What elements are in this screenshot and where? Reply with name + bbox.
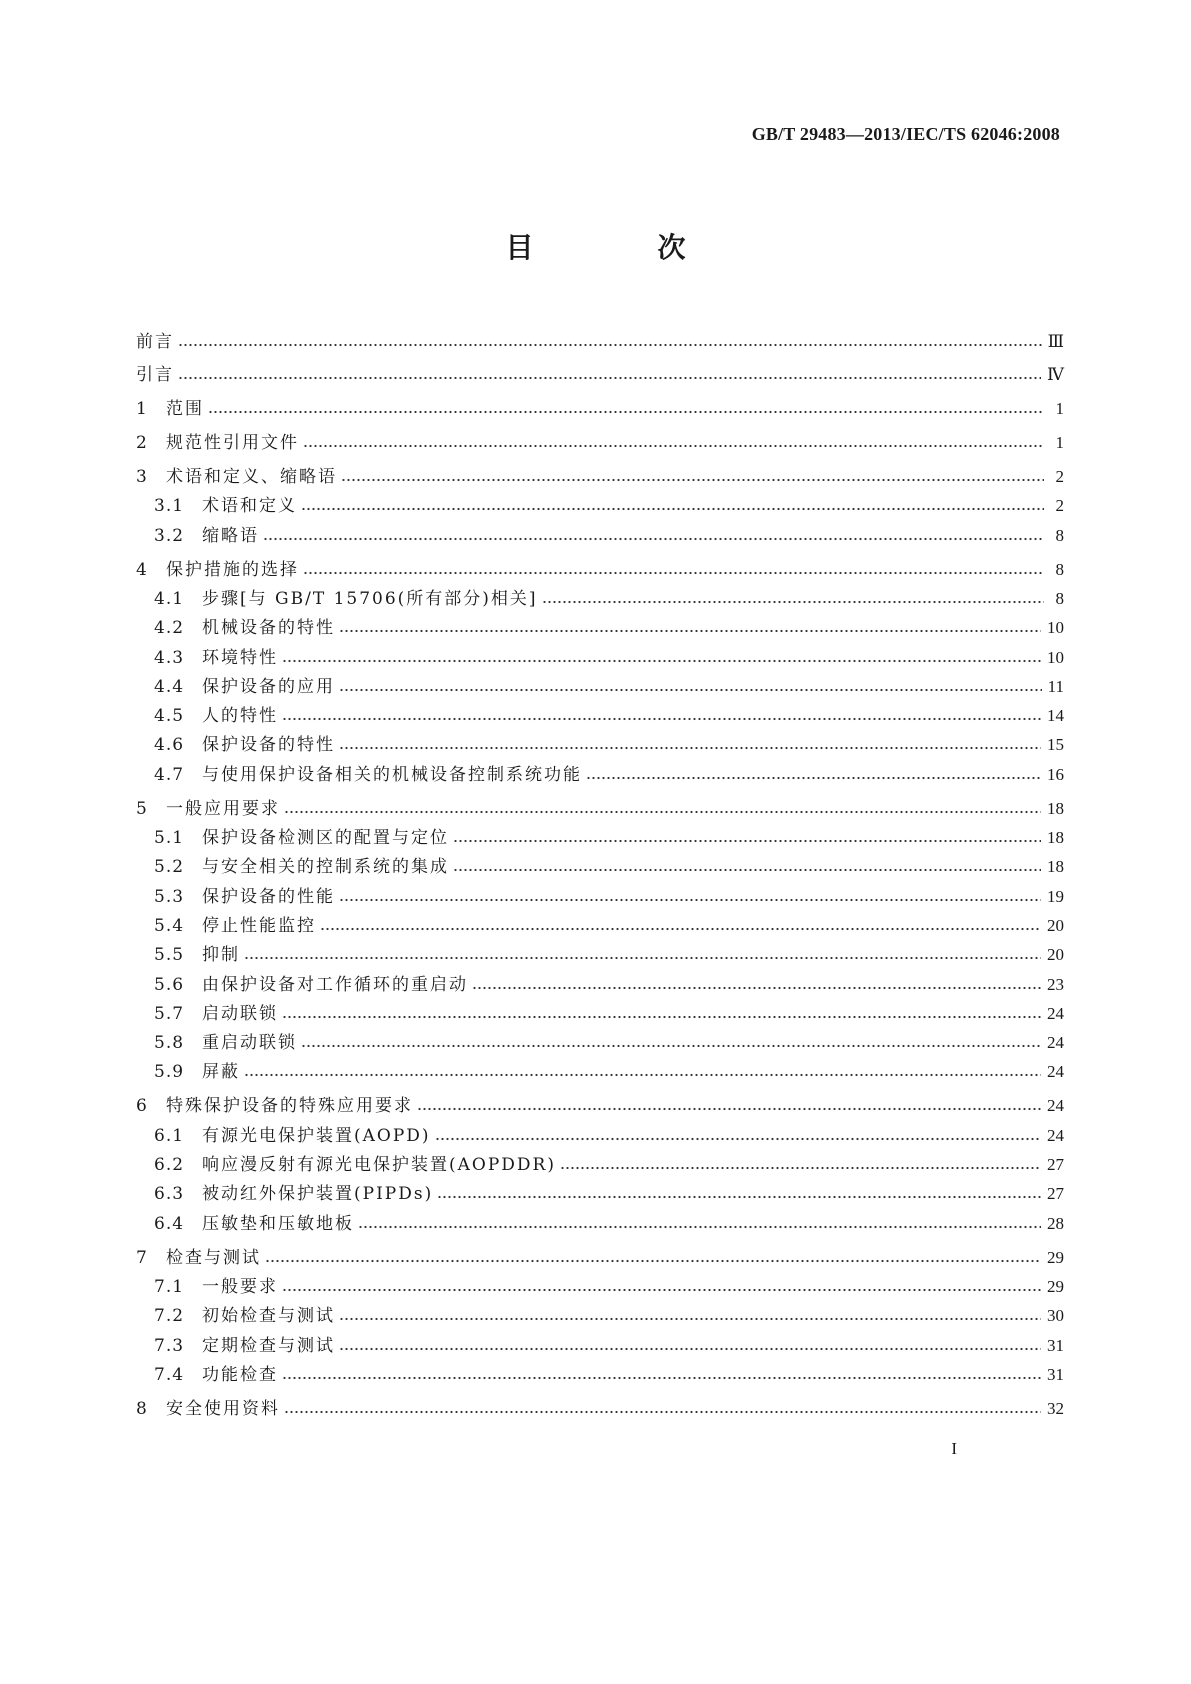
toc-entry-page: 20	[1047, 915, 1064, 935]
toc-entry	[154, 999, 1064, 1025]
toc-entry-title: 前言	[136, 332, 174, 352]
toc-entry-title: 范围	[166, 399, 204, 419]
toc-entry	[154, 1057, 1064, 1083]
toc-entry-page: 24	[1047, 1033, 1064, 1053]
dot-leader	[358, 1225, 1041, 1229]
toc-entry-title: 特殊保护设备的特殊应用要求	[166, 1096, 413, 1117]
toc-entry-title: 保护设备检测区的配置与定位	[202, 828, 449, 848]
dot-leader	[339, 688, 1042, 692]
toc-entry-number: 4.6	[154, 735, 185, 756]
toc-entry-number: 4.5	[154, 706, 185, 727]
toc-entry-number: 3.1	[154, 496, 185, 517]
dot-leader	[301, 1044, 1041, 1048]
toc-entry-page: 29	[1047, 1247, 1064, 1267]
toc-entry-page: 20	[1047, 945, 1064, 965]
toc-entry-number: 7	[136, 1247, 148, 1268]
toc-entry-number: 5.9	[154, 1062, 185, 1083]
toc-entry	[154, 491, 1064, 517]
toc-entry-title: 抑制	[202, 945, 240, 966]
toc-entry-page: 31	[1047, 1364, 1064, 1384]
toc-entry-title: 与使用保护设备相关的机械设备控制系统功能	[202, 764, 582, 785]
toc-entry-number: 5	[136, 798, 148, 819]
toc-entry-page: 1	[1055, 433, 1064, 452]
dot-leader	[472, 986, 1041, 990]
toc-entry-number: 5.2	[154, 857, 185, 878]
dot-leader	[263, 537, 1044, 541]
dot-leader	[339, 1347, 1041, 1351]
toc-entry	[136, 394, 1064, 420]
toc-entry-page: 19	[1047, 886, 1064, 906]
toc-entry-title: 功能检查	[202, 1364, 278, 1385]
toc-entry-number: 4.3	[154, 647, 185, 668]
toc-entry-title: 安全使用资料	[166, 1398, 280, 1419]
dot-leader	[178, 343, 1042, 347]
toc-entry-number: 6.1	[154, 1125, 185, 1146]
toc-entry	[154, 1150, 1064, 1176]
toc-entry-number: 4.4	[154, 676, 185, 697]
toc-entry-page: 2	[1055, 467, 1064, 486]
toc-entry-title: 保护设备的特性	[202, 735, 335, 756]
toc-entry	[154, 521, 1064, 547]
dot-leader	[339, 898, 1041, 902]
dot-leader	[339, 629, 1041, 633]
toc-entry-title: 一般要求	[202, 1276, 278, 1297]
toc-entry-title: 一般应用要求	[166, 798, 280, 819]
dot-leader	[282, 1376, 1041, 1380]
standard-code-header: GB/T 29483—2013/IEC/TS 62046:2008	[751, 124, 1060, 144]
toc-entry	[154, 643, 1064, 669]
dot-leader	[208, 410, 1044, 414]
toc-entry-title: 由保护设备对工作循环的重启动	[202, 974, 468, 995]
toc-entry-page: 16	[1047, 764, 1064, 784]
toc-entry-title: 缩略语	[202, 525, 259, 546]
toc-entry-title: 与安全相关的控制系统的集成	[202, 857, 449, 878]
toc-entry-title: 屏蔽	[202, 1062, 240, 1083]
toc-entry	[154, 1121, 1064, 1147]
dot-leader	[244, 956, 1041, 960]
toc-entry	[154, 1209, 1064, 1235]
dot-leader	[282, 717, 1041, 721]
toc-entry-title: 引言	[136, 365, 174, 385]
toc-entry	[136, 327, 1064, 353]
toc-entry-title: 重启动联锁	[202, 1033, 297, 1054]
toc-entry-page: 24	[1047, 1062, 1064, 1082]
toc-entry-page: 30	[1047, 1306, 1064, 1326]
dot-leader	[284, 810, 1041, 814]
toc-entry-number: 5.1	[154, 828, 185, 848]
toc-entry	[136, 794, 1064, 820]
toc-heading: 目 次	[505, 231, 734, 264]
toc-entry	[154, 701, 1064, 727]
dot-leader	[417, 1107, 1041, 1111]
toc-entry-number: 3	[136, 467, 148, 487]
toc-entry	[154, 730, 1064, 756]
toc-entry-number: 5.6	[154, 974, 185, 995]
toc-entry-page: 28	[1047, 1213, 1064, 1233]
toc-entry-number: 7.1	[154, 1276, 185, 1297]
toc-entry-title: 环境特性	[202, 647, 278, 668]
toc-entry-number: 6.2	[154, 1155, 185, 1175]
dot-leader	[339, 1317, 1041, 1321]
toc-entry	[154, 852, 1064, 878]
toc-entry-page: 8	[1055, 588, 1064, 608]
toc-entry-title: 保护措施的选择	[166, 559, 299, 580]
toc-entry	[136, 1243, 1064, 1269]
toc-entry-number: 4.1	[154, 588, 185, 609]
toc-entry-title: 步骤[与 GB/T 15706(所有部分)相关]	[202, 588, 538, 609]
toc-entry-page: 14	[1047, 706, 1064, 726]
toc-entry-number: 4	[136, 559, 148, 580]
toc-entry-number: 2	[136, 433, 148, 453]
dot-leader	[453, 839, 1041, 843]
toc-entry-number: 7.4	[154, 1364, 185, 1385]
toc-entry-page: 24	[1047, 1003, 1064, 1023]
dot-leader	[282, 659, 1041, 663]
toc-entry	[154, 823, 1064, 849]
toc-entry-title: 响应漫反射有源光电保护装置(AOPDDR)	[202, 1155, 556, 1175]
toc-entry-page: 10	[1047, 618, 1064, 638]
toc-entry-page: 29	[1047, 1276, 1064, 1296]
dot-leader	[282, 1015, 1041, 1019]
dot-leader	[542, 600, 1044, 604]
toc-entry	[136, 555, 1064, 581]
toc-entry	[154, 1360, 1064, 1386]
toc-entry-title: 压敏垫和压敏地板	[202, 1213, 354, 1234]
toc-entry-title: 检查与测试	[166, 1247, 261, 1268]
toc-entry-title: 定期检查与测试	[202, 1335, 335, 1356]
toc-entry-title: 启动联锁	[202, 1003, 278, 1024]
toc-entry-number: 3.2	[154, 525, 185, 546]
toc-entry-page: 10	[1047, 647, 1064, 667]
toc-entry	[154, 584, 1064, 610]
toc-entry-title: 人的特性	[202, 706, 278, 727]
toc-entry	[154, 1028, 1064, 1054]
toc-entry-page: 1	[1055, 399, 1064, 418]
toc-entry-page: 31	[1047, 1335, 1064, 1355]
dot-leader	[178, 376, 1041, 380]
toc-entry-title: 初始检查与测试	[202, 1306, 335, 1327]
toc-entry-title: 停止性能监控	[202, 915, 316, 936]
toc-entry-page: 8	[1055, 559, 1064, 579]
dot-leader	[303, 571, 1044, 575]
toc-entry-page: 18	[1047, 857, 1064, 877]
toc-entry	[136, 1091, 1064, 1117]
dot-leader	[586, 776, 1041, 780]
toc-entry-page: Ⅲ	[1047, 332, 1064, 351]
toc-entry	[154, 1301, 1064, 1327]
toc-entry	[136, 1394, 1064, 1420]
toc-entry-page: 11	[1047, 676, 1064, 696]
toc-entry-page: 27	[1047, 1155, 1064, 1174]
toc-entry-title: 术语和定义、缩略语	[166, 467, 337, 487]
dot-leader	[301, 507, 1044, 511]
dot-leader	[341, 478, 1044, 482]
toc-entry-number: 7.3	[154, 1335, 185, 1356]
toc-entry-number: 5.3	[154, 886, 185, 907]
toc-entry-page: 24	[1047, 1125, 1064, 1145]
toc-entry-title: 被动红外保护装置(PIPDs)	[202, 1184, 434, 1205]
toc-entry-page: 27	[1047, 1184, 1064, 1204]
page-number: I	[951, 1439, 957, 1458]
toc-entry-title: 术语和定义	[202, 496, 297, 517]
toc-entry-number: 1	[136, 399, 148, 419]
toc-entry-number: 4.7	[154, 764, 185, 785]
dot-leader	[303, 444, 1044, 448]
toc-entry-title: 机械设备的特性	[202, 618, 335, 639]
toc-entry-number: 5.5	[154, 945, 185, 966]
toc-entry-number: 6	[136, 1096, 148, 1117]
toc-entry	[154, 1179, 1064, 1205]
toc-entry	[154, 613, 1064, 639]
dot-leader	[339, 746, 1041, 750]
toc-entry-number: 5.4	[154, 915, 185, 936]
toc-entry-number: 5.7	[154, 1003, 185, 1024]
toc-entry-number: 8	[136, 1398, 148, 1419]
toc-entry	[154, 970, 1064, 996]
dot-leader	[244, 1073, 1041, 1077]
toc-entry-page: 18	[1047, 798, 1064, 818]
dot-leader	[282, 1288, 1041, 1292]
dot-leader	[560, 1166, 1041, 1170]
toc-entry-page: Ⅳ	[1047, 365, 1064, 384]
dot-leader	[284, 1410, 1041, 1414]
toc-entry-number: 6.4	[154, 1213, 185, 1234]
toc-entry	[136, 428, 1064, 454]
toc-entry-title: 保护设备的性能	[202, 886, 335, 907]
toc-entry-number: 6.3	[154, 1184, 185, 1205]
toc-entry	[154, 882, 1064, 908]
dot-leader	[437, 1195, 1041, 1199]
toc-entry	[154, 1272, 1064, 1298]
toc-entry-page: 18	[1047, 828, 1064, 847]
toc-entry-page: 8	[1055, 525, 1064, 545]
toc-entry	[154, 940, 1064, 966]
dot-leader	[435, 1137, 1041, 1141]
toc-entry-title: 有源光电保护装置(AOPD)	[202, 1125, 431, 1146]
toc-entry-page: 24	[1047, 1096, 1064, 1116]
toc-entry-page: 23	[1047, 974, 1064, 994]
toc-entry-number: 4.2	[154, 618, 185, 639]
toc-entry-number: 7.2	[154, 1306, 185, 1327]
dot-leader	[265, 1259, 1041, 1263]
dot-leader	[320, 927, 1041, 931]
toc-entry-page: 32	[1047, 1398, 1064, 1418]
toc-entry	[136, 462, 1064, 488]
toc-entry-number: 5.8	[154, 1033, 185, 1054]
toc-entry-page: 15	[1047, 735, 1064, 755]
toc-entry	[136, 360, 1064, 386]
toc-entry	[154, 672, 1064, 698]
toc-entry-title: 规范性引用文件	[166, 433, 299, 453]
dot-leader	[453, 868, 1041, 872]
toc-entry-page: 2	[1055, 496, 1064, 516]
toc-entry	[154, 1331, 1064, 1357]
toc-entry	[154, 760, 1064, 786]
toc-entry-title: 保护设备的应用	[202, 676, 335, 697]
toc-entry	[154, 911, 1064, 937]
